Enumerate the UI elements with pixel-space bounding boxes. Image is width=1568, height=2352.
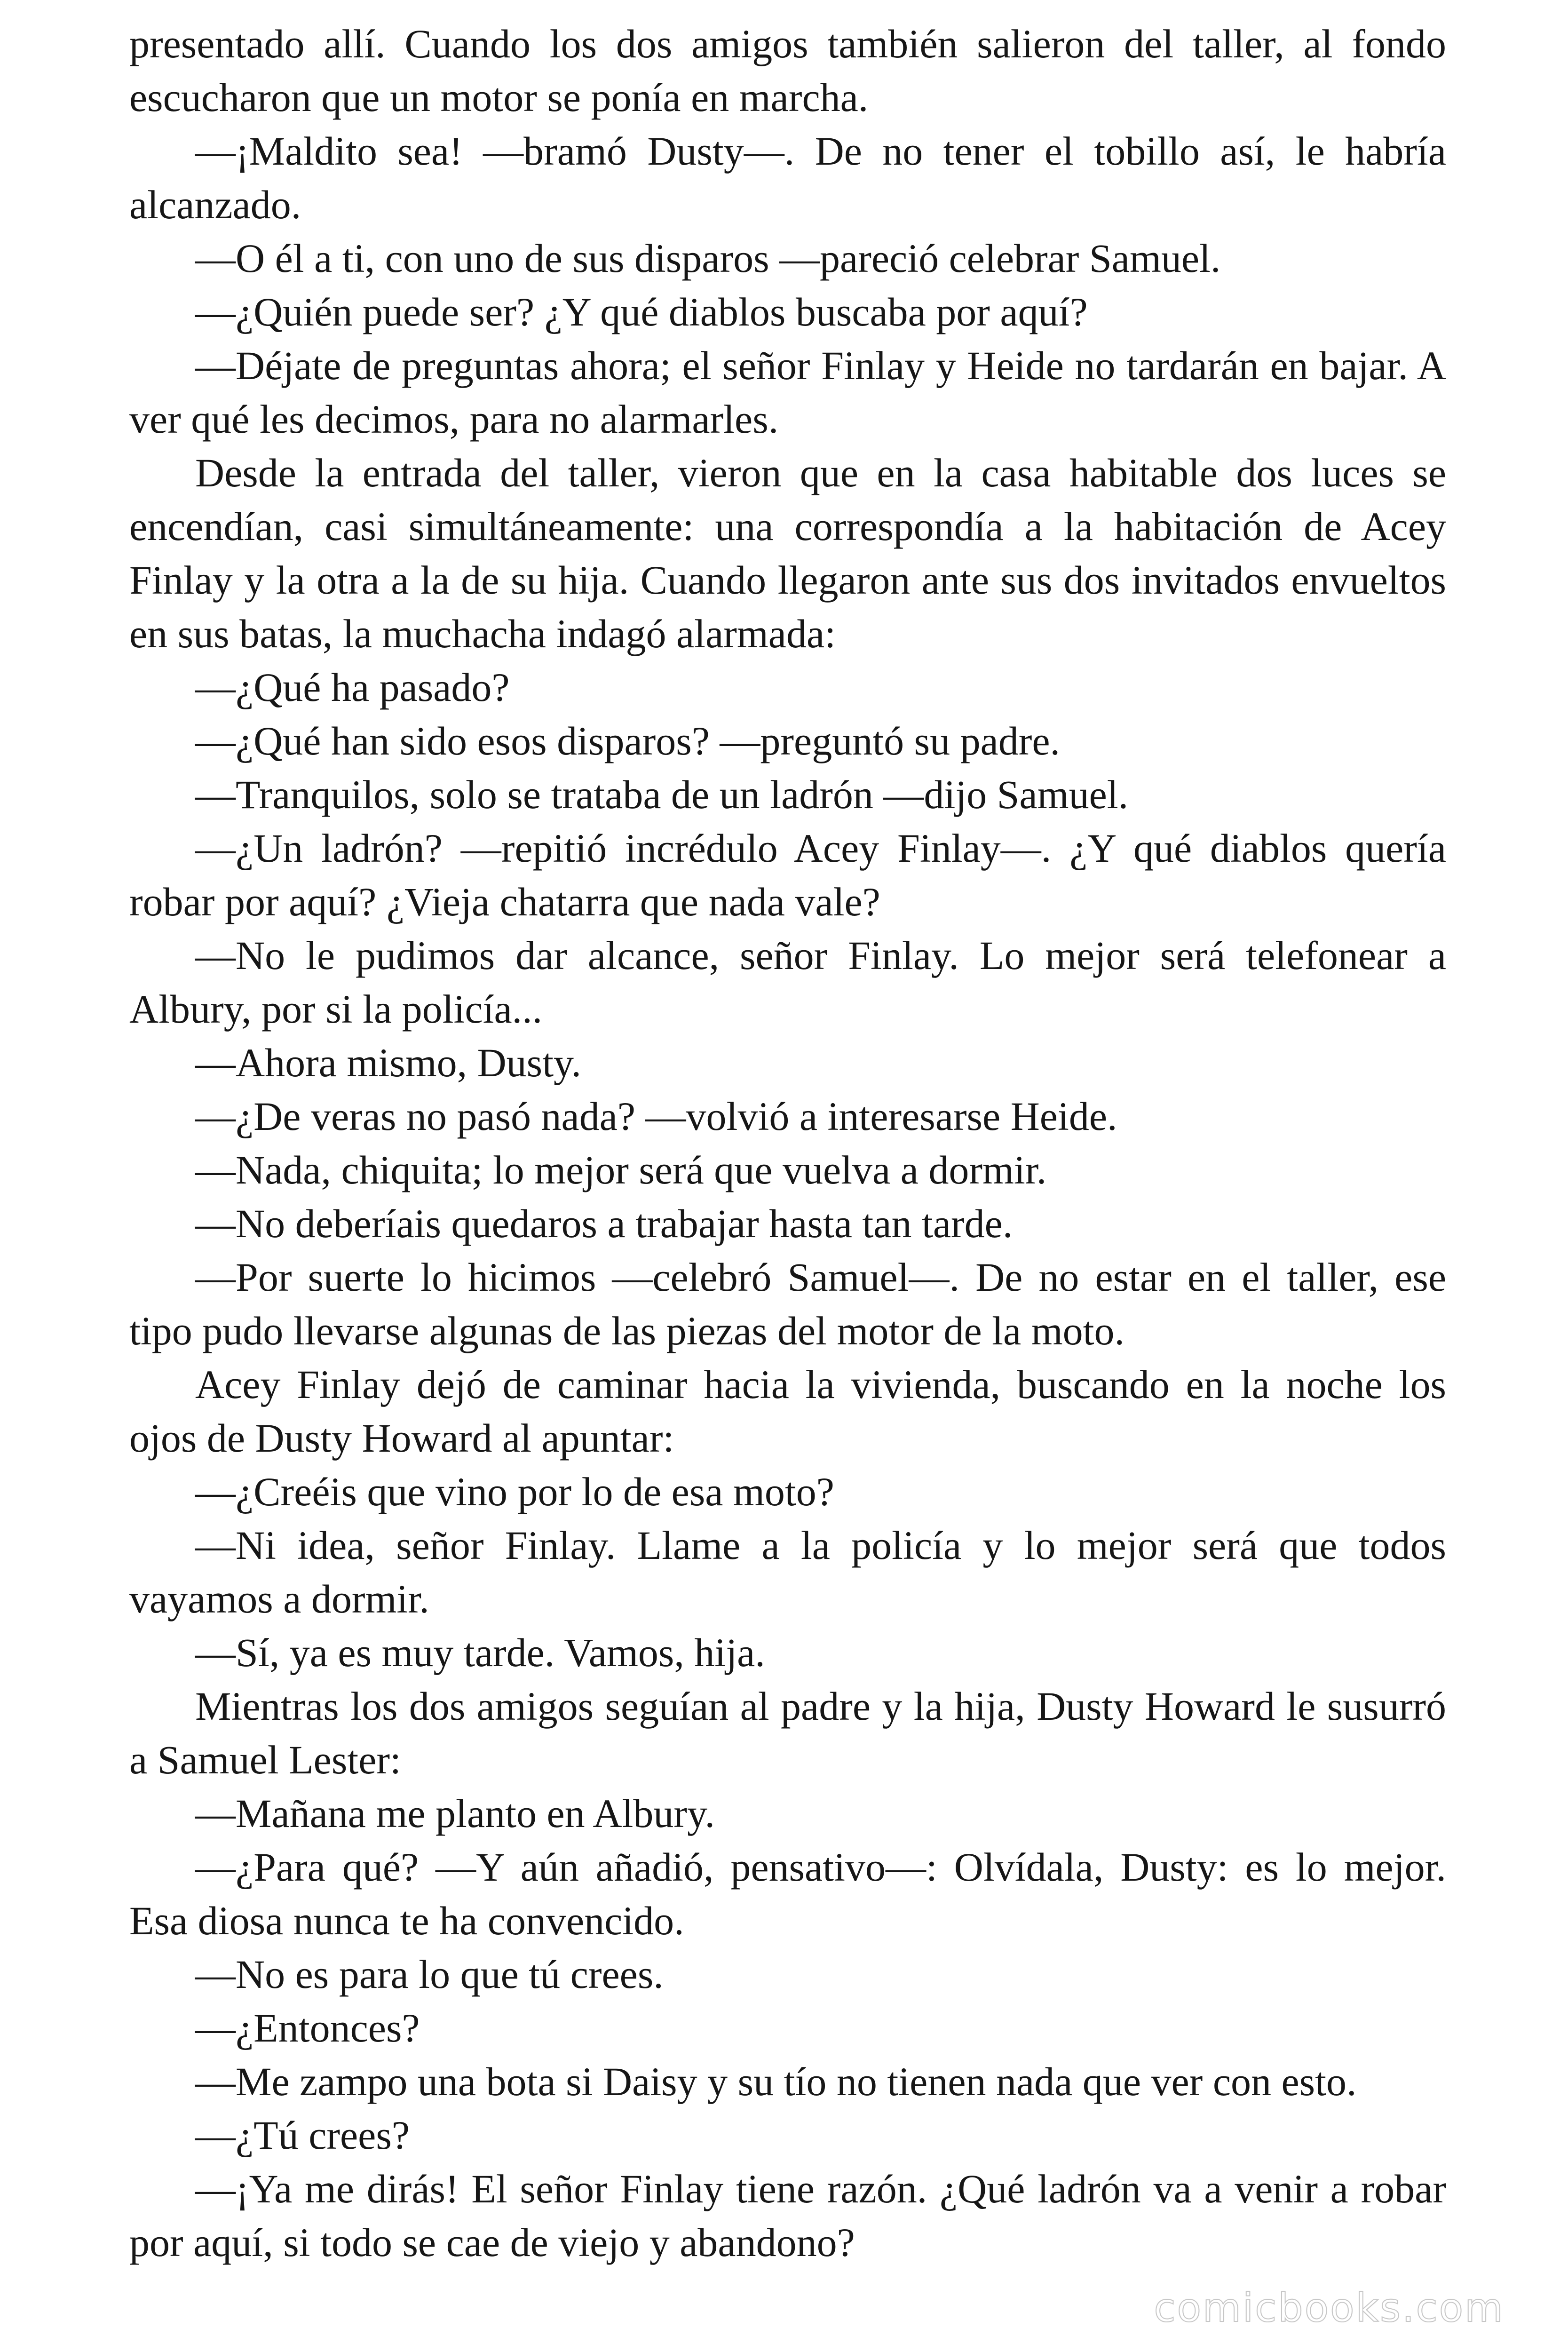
watermark: comicbooks.com bbox=[1154, 2285, 1505, 2331]
paragraph: —¡Ya me dirás! El señor Finlay tiene razón. ¿Qué ladrón va a venir a robar por aquí, si todo se cae de viejo y abandono? bbox=[129, 2166, 1446, 2265]
paragraph: —¿Qué ha pasado? bbox=[195, 665, 510, 710]
paragraph: —¿Para qué? —Y aún añadió, pensativo—: Olvídala, Dusty: es lo mejor. Esa diosa nunca te ha convencido. bbox=[129, 1844, 1446, 1943]
paragraph: —¿De veras no pasó nada? —volvió a interesarse Heide. bbox=[195, 1094, 1117, 1139]
body-text bbox=[129, 17, 1446, 2269]
paragraph: —¿Quién puede ser? ¿Y qué diablos buscaba por aquí? bbox=[195, 289, 1088, 334]
paragraph: —¿Creéis que vino por lo de esa moto? bbox=[195, 1469, 834, 1514]
paragraph: —O él a ti, con uno de sus disparos —pareció celebrar Samuel. bbox=[195, 236, 1221, 281]
paragraph: —Mañana me planto en Albury. bbox=[195, 1791, 715, 1836]
paragraph: —¿Tú crees? bbox=[195, 2113, 410, 2158]
paragraph: —Tranquilos, solo se trataba de un ladrón —dijo Samuel. bbox=[195, 772, 1129, 817]
paragraph: Desde la entrada del taller, vieron que en la casa habitable dos luces se encendían, casi simultáneamente: una correspondía a la habitación de Acey Finlay y la otra a la de su hija. Cuando llegaron ante sus dos invitados envueltos en sus batas, la muchacha indagó alarmada: bbox=[129, 450, 1446, 656]
paragraph: —No es para lo que tú crees. bbox=[195, 1952, 664, 1997]
paragraph: Mientras los dos amigos seguían al padre y la hija, Dusty Howard le susurró a Samuel Lester: bbox=[129, 1684, 1446, 1782]
paragraph: —Ahora mismo, Dusty. bbox=[195, 1040, 581, 1085]
paragraph: —Por suerte lo hicimos —celebró Samuel—. De no estar en el taller, ese tipo pudo llevarse algunas de las piezas del motor de la moto. bbox=[129, 1255, 1446, 1353]
paragraph: —No deberíais quedaros a trabajar hasta tan tarde. bbox=[195, 1201, 1013, 1246]
paragraph: —¡Maldito sea! —bramó Dusty—. De no tener el tobillo así, le habría alcanzado. bbox=[129, 128, 1446, 227]
paragraph: presentado allí. Cuando los dos amigos también salieron del taller, al fondo escucharon que un motor se ponía en marcha. bbox=[129, 21, 1446, 120]
paragraph: Acey Finlay dejó de caminar hacia la vivienda, buscando en la noche los ojos de Dusty Howard al apuntar: bbox=[129, 1362, 1446, 1461]
paragraph: —Nada, chiquita; lo mejor será que vuelva a dormir. bbox=[195, 1147, 1047, 1192]
paragraph: —Déjate de preguntas ahora; el señor Finlay y Heide no tardarán en bajar. A ver qué les decimos, para no alarmarles. bbox=[129, 343, 1446, 442]
paragraph: —No le pudimos dar alcance, señor Finlay. Lo mejor será telefonear a Albury, por si la policía... bbox=[129, 933, 1446, 1032]
paragraph: —¿Un ladrón? —repitió incrédulo Acey Finlay—. ¿Y qué diablos quería robar por aquí? ¿Vieja chatarra que nada vale? bbox=[129, 826, 1446, 924]
paragraph: —¿Qué han sido esos disparos? —preguntó su padre. bbox=[195, 718, 1061, 763]
paragraph: —Sí, ya es muy tarde. Vamos, hija. bbox=[195, 1630, 765, 1675]
paragraph: —Me zampo una bota si Daisy y su tío no tienen nada que ver con esto. bbox=[195, 2059, 1357, 2104]
paragraph: —¿Entonces? bbox=[195, 2005, 420, 2050]
paragraph: —Ni idea, señor Finlay. Llame a la policía y lo mejor será que todos vayamos a dormir. bbox=[129, 1523, 1446, 1621]
